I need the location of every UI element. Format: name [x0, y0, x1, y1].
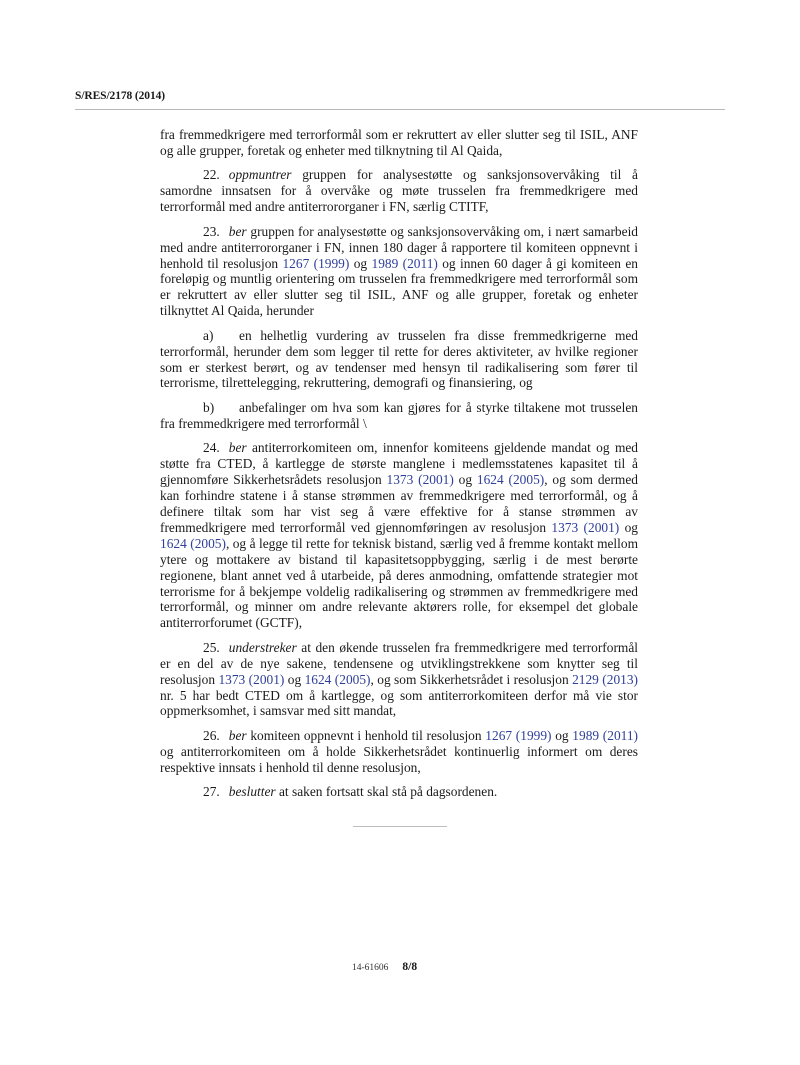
- paragraph-text: nr. 5 har bedt CTED om å kartlegge, og som antiterrorkomiteen derfor må vie stor oppmerksomhet, i samsvar med sitt mandat,: [160, 687, 638, 719]
- resolution-link[interactable]: 1624 (2005): [160, 535, 226, 551]
- operative-verb: oppmuntrer: [228, 167, 292, 183]
- paragraph-number: 22.: [203, 167, 220, 183]
- resolution-link[interactable]: 2129 (2013): [572, 671, 638, 687]
- paragraph-text: gruppen for analysestøtte og sanksjonsovervåking om, i nært samarbeid med andre antiterrororganer i FN, innen 180 dager å rapportere til komiteen oppnevnt i henhold til resolusjon: [160, 223, 638, 271]
- resolution-link[interactable]: 1989 (2011): [371, 255, 438, 271]
- paragraph-text: komiteen oppnevnt i henhold til resolusjon: [246, 727, 486, 743]
- paragraph-number-wrap: [160, 224, 229, 240]
- resolution-link[interactable]: 1989 (2011): [572, 727, 638, 743]
- paragraph-text: gruppen for analysestøtte og sanksjonsovervåking til å samordne innsatsen for å overvåke og møte trusselen fra fremmedkrigere med terrorformål med andre antiterrororganer i FN, særlig CTITF,: [160, 167, 638, 215]
- resolution-body: [160, 127, 638, 809]
- paragraph-number: 27.: [203, 784, 220, 800]
- paragraph-text: , og som dermed kan forhindre statene i å stanse strømmen av fremmedkrigere med terrorformål, og å definere tiltak som har vist seg å være effektive for å stanse strømmen av fremmedkrigere med terrorformål ved gjennomføringen av resolusjon: [160, 472, 638, 535]
- resolution-link[interactable]: 1267 (1999): [485, 727, 552, 743]
- resolution-link[interactable]: 1267 (1999): [282, 255, 350, 271]
- paragraph-text: at den økende trusselen fra fremmedkrigere med terrorformål er en del av de nye sakene, tendensene og utviklingstrekkene som knytter seg til resolusjon: [160, 639, 638, 687]
- paragraph-number-wrap: [160, 400, 239, 416]
- paragraph-number: 23.: [203, 223, 220, 239]
- operative-verb: ber: [228, 440, 247, 456]
- resolution-link[interactable]: 1624 (2005): [476, 472, 545, 488]
- paragraph-p21-cont: [160, 127, 638, 159]
- paragraph-text: og: [551, 727, 573, 743]
- operative-verb: understreker: [228, 639, 297, 655]
- page-footer: [352, 957, 472, 975]
- paragraph-p24: [160, 440, 638, 631]
- paragraph-text: en helhetlig vurdering av trusselen fra disse fremmedkrigerne med terrorformål, herunder dem som legger til rette for deres aktiviteter, av hvilke regioner som er sterkest berørt, og av tendenser med hensyn til radikalisering som fører til terrorisme, tilrettelegging, rekruttering, demografi og finansiering, og: [160, 327, 638, 391]
- paragraph-text: og: [453, 472, 477, 488]
- end-of-document-rule: [353, 826, 447, 827]
- operative-verb: beslutter: [228, 784, 276, 800]
- paragraph-number-wrap: [160, 167, 229, 183]
- paragraph-p23: [160, 224, 638, 319]
- paragraph-number: b): [203, 399, 215, 415]
- paragraph-text: og: [619, 519, 638, 535]
- paragraph-number-wrap: [160, 640, 229, 656]
- paragraph-text: fra fremmedkrigere med terrorformål som er rekruttert av eller slutter seg til ISIL, ANF og alle grupper, foretak og enheter med tilknytning til Al Qaida,: [160, 127, 638, 158]
- paragraph-number-wrap: [160, 784, 229, 800]
- paragraph-number-wrap: [160, 328, 239, 344]
- paragraph-text: , og å legge til rette for teknisk bistand, særlig ved å fremme kontakt mellom ytere og mottakere av bistand til kapasitetsoppbygging, særlig i de mest berørte regionene, blant annet ved å utarbeide, på deres anmodning, omfattende strategier mot terrorisme for å bekjempe voldelig radikalisering og strømmen av fremmedkrigere med terrorformål, og minner om andre relevante aktørers rolle, for eksempel det globale antiterrorforumet (GCTF),: [160, 535, 638, 631]
- resolution-link[interactable]: 1624 (2005): [304, 671, 371, 687]
- resolution-link[interactable]: 1373 (2001): [218, 671, 285, 687]
- paragraph-number-wrap: [160, 728, 229, 744]
- paragraph-number: 24.: [203, 440, 220, 456]
- paragraph-text: at saken fortsatt skal stå på dagsordenen.: [275, 784, 498, 800]
- paragraph-number-wrap: [160, 440, 229, 456]
- resolution-link[interactable]: 1373 (2001): [551, 519, 620, 535]
- paragraph-text: og: [284, 671, 305, 687]
- paragraph-text: antiterrorkomiteen om, innenfor komiteens gjeldende mandat og med støtte fra CTED, å kartlegge de største manglene i medlemsstatenes kapasitet til å gjennomføre Sikkerhetsrådets resolusjon: [160, 440, 638, 488]
- paragraph-text: og: [349, 255, 372, 271]
- paragraph-number: 26.: [203, 727, 220, 743]
- operative-verb: ber: [228, 223, 247, 239]
- paragraph-number: 25.: [203, 639, 220, 655]
- paragraph-p23a: [160, 328, 638, 392]
- document-symbol: S/RES/2178 (2014): [75, 90, 165, 102]
- header-divider: [75, 109, 725, 110]
- paragraph-p25: [160, 640, 638, 720]
- paragraph-text: og innen 60 dager å gi komiteen en foreløpig og muntlig orientering om trusselen fra fremmedkrigere med terrorformål som er rekruttert av eller slutter seg til ISIL, ANF og alle grupper, foretak og enheter tilknyttet Al Qaida, herunder: [160, 255, 638, 319]
- operative-verb: ber: [228, 727, 247, 743]
- paragraph-text: , og som Sikkerhetsrådet i resolusjon: [370, 671, 573, 687]
- paragraph-p23b: [160, 400, 638, 432]
- page-header: [75, 90, 725, 110]
- resolution-link[interactable]: 1373 (2001): [386, 472, 454, 488]
- paragraph-text: og antiterrorkomiteen om å holde Sikkerhetsrådet kontinuerlig informert om deres respektive innsats i henhold til denne resolusjon,: [160, 743, 638, 775]
- paragraph-p22: [160, 167, 638, 215]
- document-code: 14-61606: [352, 963, 389, 973]
- paragraph-p26: [160, 728, 638, 776]
- page-number: 8/8: [402, 961, 418, 973]
- paragraph-p27: [160, 784, 638, 800]
- paragraph-text: anbefalinger om hva som kan gjøres for å styrke tiltakene mot trusselen fra fremmedkrigere med terrorformål \: [160, 399, 638, 431]
- paragraph-number: a): [203, 327, 214, 343]
